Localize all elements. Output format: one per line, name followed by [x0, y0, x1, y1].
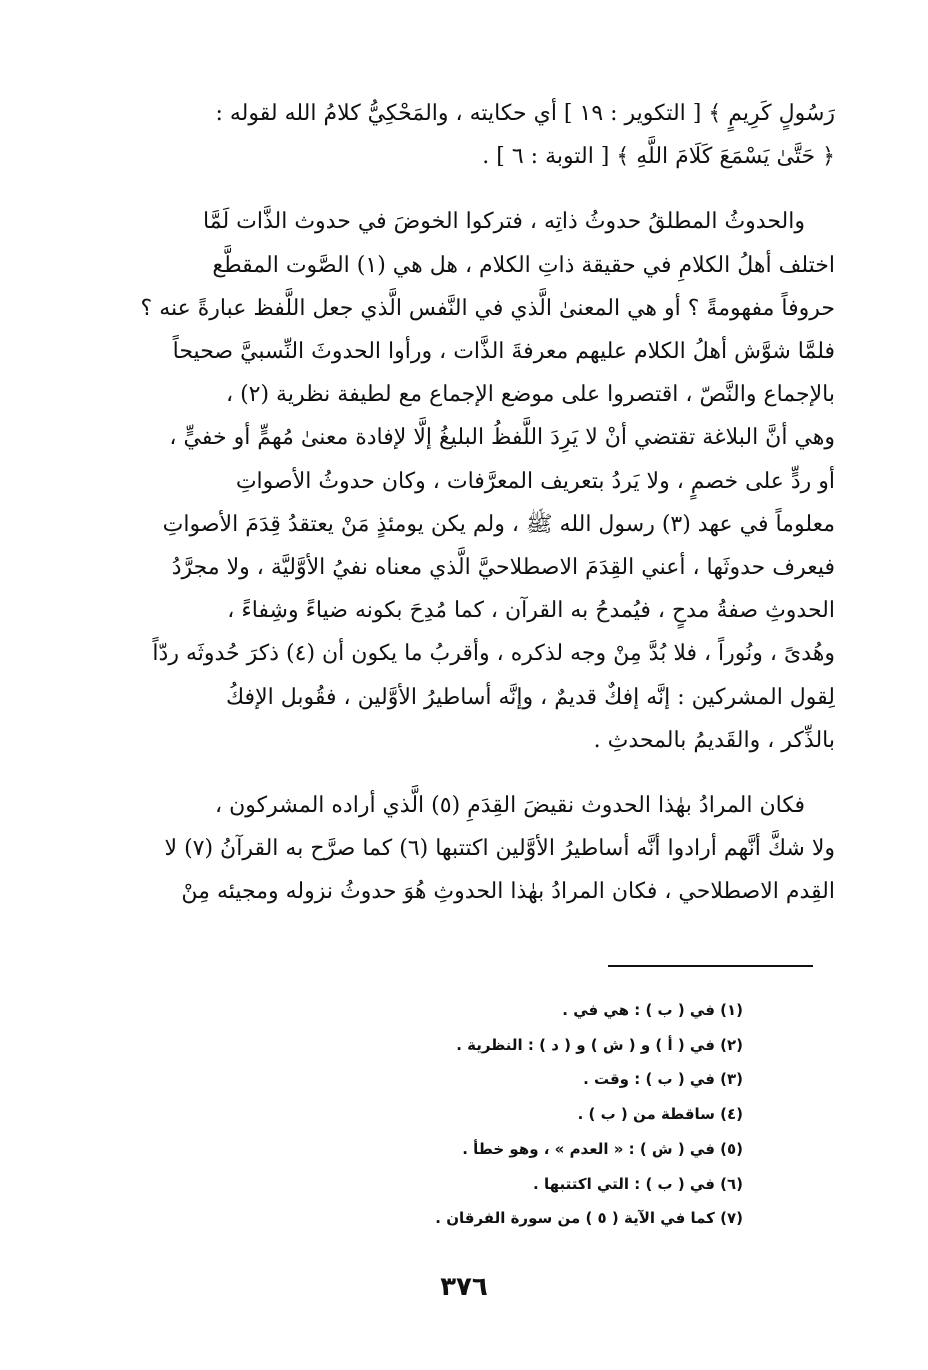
text-line: فكان المرادُ بهٰذا الحدوث نقيضَ القِدَمِ (٥) الَّذي أراده المشركون ، — [215, 793, 805, 819]
text-line: أو ردٍّ على خصمٍ ، ولا يَردُ بتعريف المعرَّفات ، وكان حدوثُ الأصواتِ — [235, 468, 835, 494]
paragraph-3 — [95, 784, 835, 914]
text-line: بالإجماع والنَّصّ ، اقتصروا على موضع الإجماع مع لطيفة نظرية (٢) ، — [225, 382, 835, 408]
paragraph-2 — [95, 200, 835, 762]
text-line: بالذِّكر ، والقَديمُ بالمحدثِ . — [593, 727, 835, 753]
footnotes — [223, 993, 743, 1236]
page-number: ٣٧٦ — [440, 1272, 488, 1302]
text-line: ولا شكَّ أنَّهم أرادوا أنَّه أساطيرُ الأوَّلين اكتتبها (٦) كما صرَّح به القرآنُ (٧) لا — [164, 836, 835, 862]
text-line: وهي أنَّ البلاغة تقتضي أنْ لا يَرِدَ اللَّفظُ البليغُ إلَّا لإفادة معنىٰ مُهمٍّ أو خفيٍّ ، — [169, 425, 835, 451]
text-line: وهُدىً ، ونُوراً ، فلا بُدَّ مِنْ وجه لذكره ، وأقربُ ما يكون أن (٤) ذكرَ حُدوثَه ردّاً — [152, 641, 835, 667]
text-line: لِقول المشركين : إنَّه إفكٌ قديمٌ ، وإنَّه أساطيرُ الأوَّلين ، فقُوبل الإفكُ — [226, 684, 835, 710]
text-line: والحدوثُ المطلقُ حدوثُ ذاتِه ، فتركوا الخوضَ في حدوث الذَّات لَمَّا — [203, 209, 805, 235]
text-line: حروفاً مفهومةً ؟ أو هي المعنىٰ الَّذي في النَّفس الَّذي جعل اللَّفظ عبارةً عنه ؟ — [140, 295, 835, 321]
footnote: (٢) في ( أ ) و ( ش ) و ( د ) : النظرية . — [456, 1035, 743, 1054]
text-line: اختلف أهلُ الكلامِ في حقيقة ذاتِ الكلام ، هل هي (١) الصَّوت المقطَّع — [212, 252, 835, 278]
footnote-divider — [608, 965, 813, 967]
footnote: (٦) في ( ب ) : التي اكتتبها . — [533, 1174, 743, 1193]
text-line: معلوماً في عهد (٣) رسول الله ﷺ ، ولم يكن يومئذٍ مَنْ يعتقدُ قِدَمَ الأصواتِ — [162, 511, 835, 537]
text-line: القِدم الاصطلاحي ، فكان المرادُ بهٰذا الحدوثِ هُوَ حدوثُ نزوله ومجيئه مِنْ — [181, 879, 835, 905]
text-line: ﴿ حَتَّىٰ يَسْمَعَ كَلَامَ اللَّهِ ﴾ [ التوبة : ٦ ] . — [482, 144, 835, 170]
footnote: (٧) كما في الآية ( ٥ ) من سورة الفرقان . — [435, 1209, 743, 1228]
footnote: (١) في ( ب ) : هي في . — [562, 1001, 743, 1019]
footnote: (٤) ساقطة من ( ب ) . — [577, 1105, 743, 1124]
page-body — [95, 92, 835, 914]
text-line: رَسُولٍ كَرِيمٍ ﴾ [ التكوير : ١٩ ] أي حكايته ، والمَحْكِيُّ كلامُ الله لقوله : — [215, 101, 835, 126]
text-line: فيعرف حدوثَها ، أعني القِدَمَ الاصطلاحيَّ الَّذي معناه نفيُ الأوَّليَّة ، ولا مجرَّدُ — [171, 555, 835, 581]
text-line: فلمَّا شوَّش أهلُ الكلام عليهم معرفةَ الذَّات ، ورأوا الحدوثَ النِّسبيَّ صحيحاً — [172, 339, 835, 365]
footnote: (٥) في ( ش ) : « العدم » ، وهو خطأ . — [462, 1139, 743, 1158]
footnote: (٣) في ( ب ) : وقت . — [583, 1070, 743, 1089]
text-line: الحدوثِ صفةُ مدحٍ ، فيُمدحُ به القرآن ، كما مُدِحَ بكونه ضياءً وشِفاءً ، — [227, 598, 835, 624]
paragraph-1 — [95, 92, 835, 178]
